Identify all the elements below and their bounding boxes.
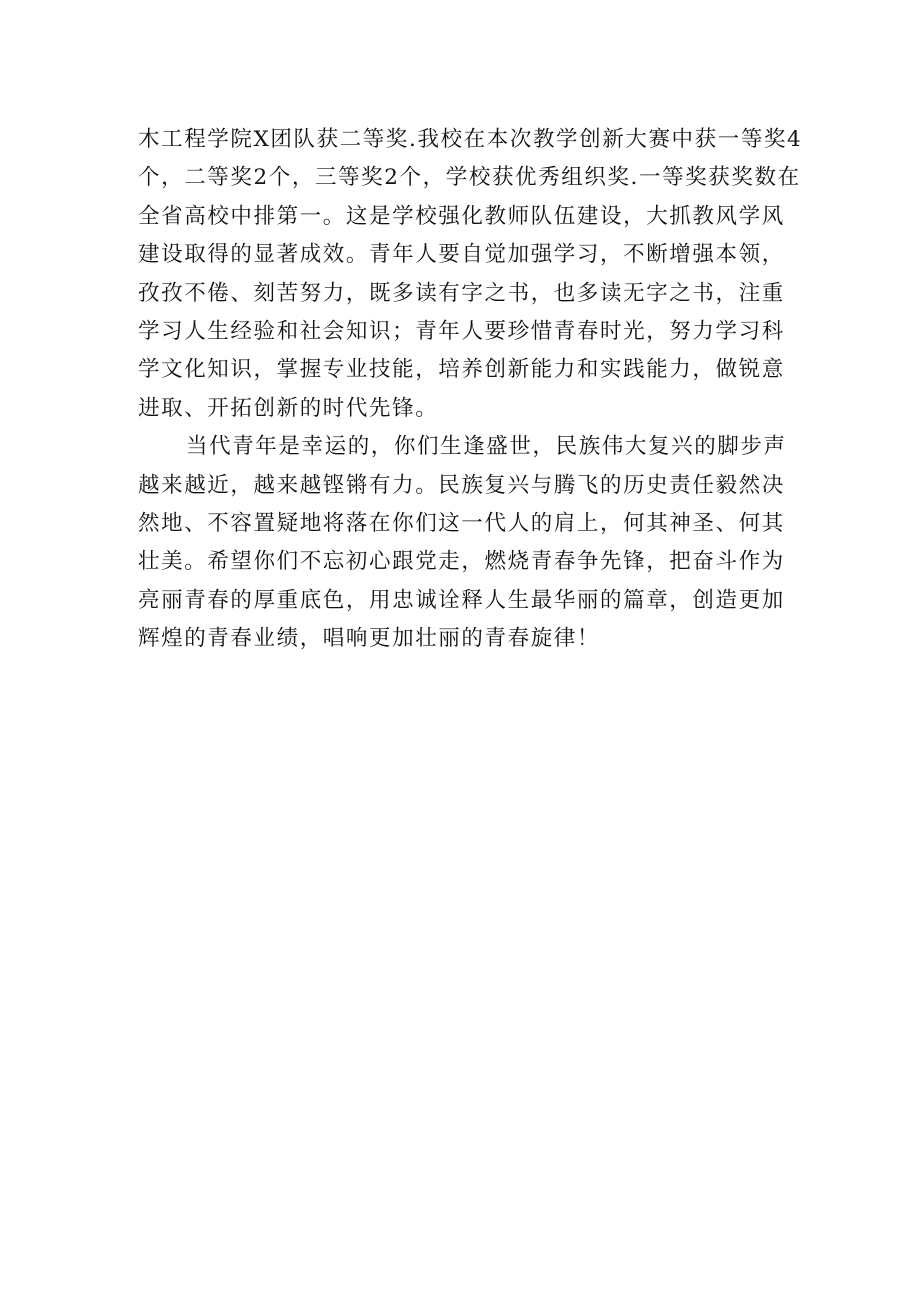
text-line: 然地、不容置疑地将落在你们这一代人的肩上，何其神圣、何其 <box>138 510 785 536</box>
paragraph-2 <box>138 428 798 658</box>
text-line: 学习人生经验和社会知识；青年人要珍惜青春时光，努力学习科 <box>138 318 785 344</box>
text-line: 当代青年是幸运的，你们生逢盛世，民族伟大复兴的脚步声 <box>186 434 787 460</box>
text-line: 亮丽青春的厚重底色，用忠诚诠释人生最华丽的篇章，创造更加 <box>138 587 785 613</box>
text-line: 进取、开拓创新的时代先锋。 <box>138 395 439 421</box>
text-line: 越来越近，越来越铿锵有力。民族复兴与腾飞的历史责任毅然决 <box>138 472 785 498</box>
text-line: 木工程学院X团队获二等奖.我校在本次教学创新大赛中获一等奖4 <box>138 127 803 152</box>
text-line: 学文化知识，掌握专业技能，培养创新能力和实践能力，做锐意 <box>138 357 785 383</box>
text-line: 全省高校中排第一。这是学校强化教师队伍建设，大抓教风学风 <box>138 203 785 229</box>
text-line: 孜孜不倦、刻苦努力，既多读有字之书，也多读无字之书，注重 <box>138 280 785 306</box>
document-body <box>138 121 803 658</box>
text-line: 壮美。希望你们不忘初心跟党走，燃烧青春争先锋，把奋斗作为 <box>138 549 785 575</box>
text-line: 建设取得的显著成效。青年人要自觉加强学习，不断增强本领， <box>138 242 785 268</box>
text-line: 辉煌的青春业绩，唱响更加壮丽的青春旋律！ <box>138 626 601 652</box>
paragraph-1 <box>138 121 803 428</box>
text-line: 个，二等奖2个，三等奖2个，学校获优秀组织奖.一等奖获奖数在 <box>138 165 801 191</box>
